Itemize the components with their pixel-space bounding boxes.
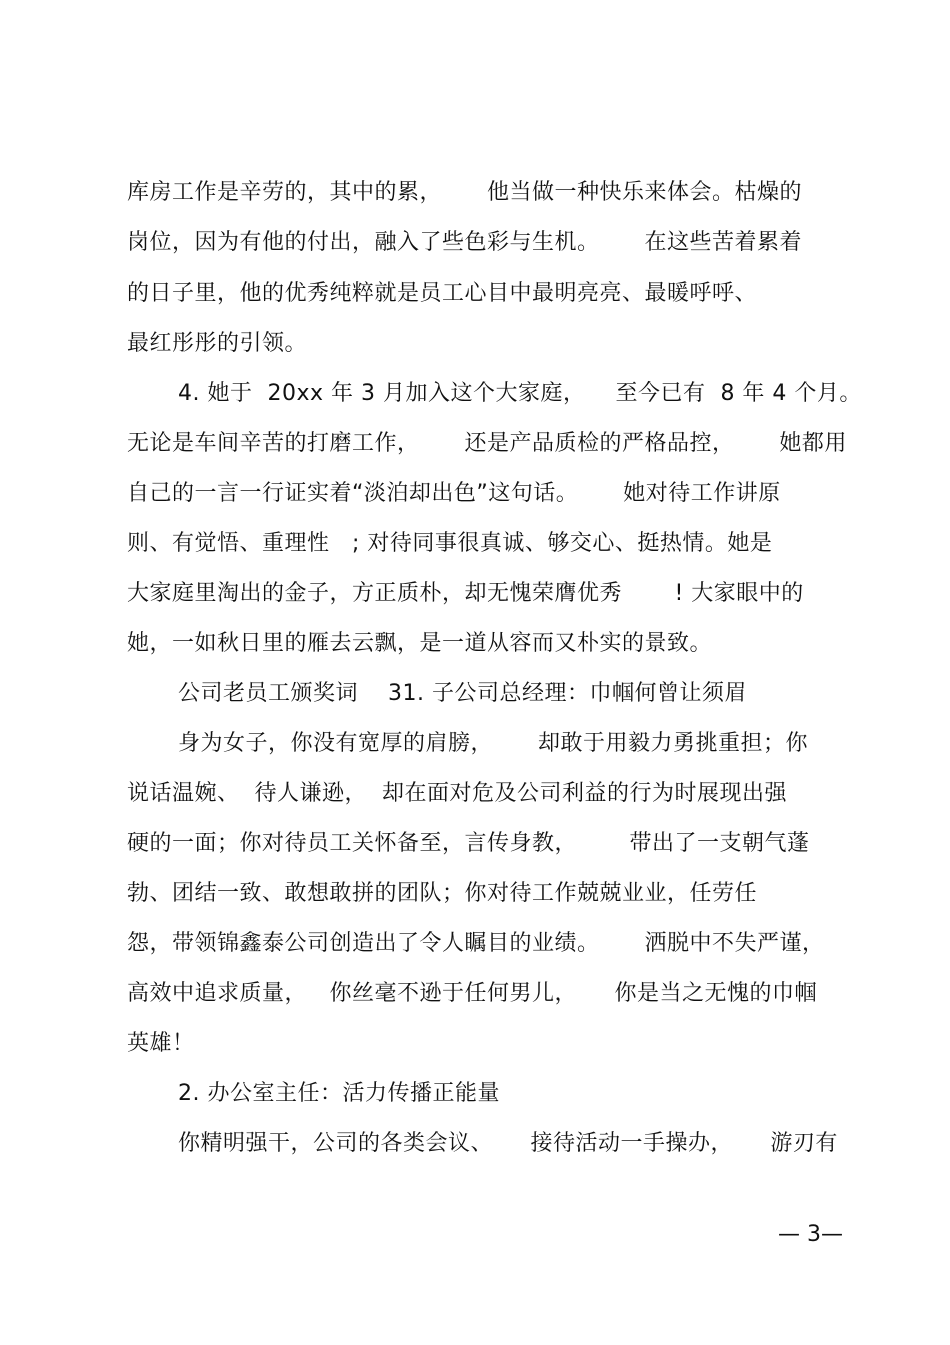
- text-line-15: 勃、团结一致、敢想敢拼的团队；你对待工作兢兢业业，任劳任: [127, 881, 758, 906]
- subsection-heading: 2. 办公室主任：活力传播正能量: [178, 1081, 500, 1106]
- text-line-9: 大家庭里淘出的金子，方正质朴，却无愧荣膺优秀 ! 大家眼中的: [127, 581, 804, 606]
- text-line-18: 英雄！: [127, 1031, 195, 1056]
- text-line-4: 最红彤彤的引领。: [127, 331, 308, 356]
- page-number: — 3—: [778, 1222, 843, 1247]
- text-line-2: 岗位，因为有他的付出，融入了些色彩与生机。 在这些苦着累着: [127, 230, 802, 255]
- text-line-8: 则、有觉悟、重理性 ; 对待同事很真诚、够交心、挺热情。她是: [127, 531, 773, 556]
- section-heading: 公司老员工颁奖词 31. 子公司总经理：巾帼何曾让须眉: [178, 681, 747, 706]
- text-line-6: 无论是车间辛苦的打磨工作， 还是产品质检的严格品控， 她都用: [127, 431, 847, 456]
- text-line-14: 硬的一面；你对待员工关怀备至，言传身教， 带出了一支朝气蓬: [127, 831, 810, 856]
- text-line-3: 的日子里，他的优秀纯粹就是员工心目中最明亮亮、最暖呼呼、: [127, 281, 758, 306]
- text-line-1: 库房工作是辛劳的，其中的累， 他当做一种快乐来体会。枯燥的: [127, 180, 802, 205]
- text-line-17: 高效中追求质量， 你丝毫不逊于任何男儿， 你是当之无愧的巾帼: [127, 981, 817, 1006]
- text-line-16: 怨，带领锦鑫泰公司创造出了令人瞩目的业绩。 洒脱中不失严谨，: [127, 931, 825, 956]
- text-line-20: 你精明强干，公司的各类会议、 接待活动一手操办， 游刃有: [178, 1131, 838, 1156]
- text-line-13: 说话温婉、 待人谦逊， 却在面对危及公司利益的行为时展现出强: [127, 781, 787, 806]
- text-line-5: 4. 她于 20xx 年 3 月加入这个大家庭， 至今已有 8 年 4 个月。: [178, 381, 862, 406]
- text-line-10: 她，一如秋日里的雁去云飘，是一道从容而又朴实的景致。: [127, 631, 713, 656]
- text-line-7: 自己的一言一行证实着“淡泊却出色”这句话。 她对待工作讲原: [127, 481, 781, 506]
- text-line-12: 身为女子，你没有宽厚的肩膀， 却敢于用毅力勇挑重担；你: [178, 731, 808, 756]
